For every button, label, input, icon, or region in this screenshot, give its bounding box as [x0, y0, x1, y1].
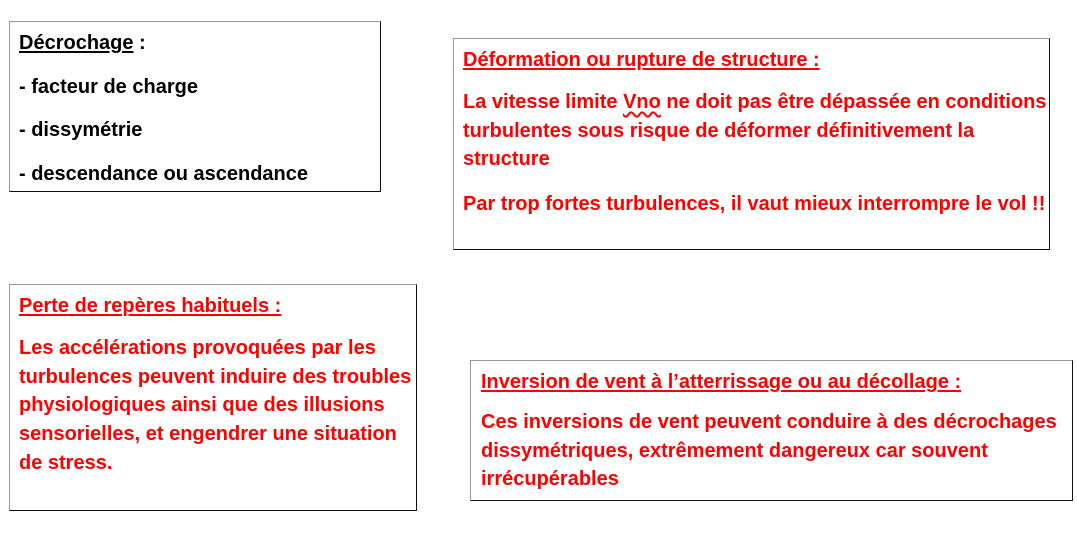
- inversion-title: Inversion de vent à l’atterrissage ou au décollage: [481, 371, 949, 393]
- decrochage-item-descent-ascent: - descendance ou ascendance: [19, 162, 309, 185]
- decrochage-item-load-factor: - facteur de charge: [19, 75, 198, 98]
- decrochage-item-asymmetry: - dissymétrie: [19, 119, 143, 141]
- deformation-para1-before: La vitesse limite: [463, 91, 624, 113]
- inversion-title-suffix: :: [948, 371, 962, 393]
- perte-reperes-box: [9, 284, 417, 511]
- perte-title-suffix: :: [269, 295, 282, 317]
- inversion-body: Ces inversions de vent peuvent conduire à des décrochages dissymétriques, extrêmement dangereux car souvent irrécupérables: [481, 411, 1057, 490]
- deformation-paragraph-1: [463, 88, 1049, 174]
- perte-body: Les accélérations provoquées par les turbulences peuvent induire des troubles physiologiques ainsi que des illusions sensorielles, et engendrer une situation de stress.: [19, 337, 412, 474]
- deformation-vno-term: Vno: [623, 91, 661, 113]
- decrochage-heading: [19, 31, 380, 55]
- deformation-box: [453, 38, 1050, 250]
- perte-title: Perte de repères habituels: [19, 295, 270, 317]
- deformation-para1-after: ne doit pas être dépassée en conditions turbulentes sous risque de déformer définitivement la structure: [463, 91, 1047, 170]
- inversion-vent-box: [470, 360, 1073, 501]
- deformation-heading: [463, 48, 1049, 72]
- perte-heading: [19, 294, 416, 318]
- deformation-title-suffix: :: [807, 49, 820, 71]
- inversion-heading: [481, 370, 1072, 394]
- deformation-paragraph-2: Par trop fortes turbulences, il vaut mieux interrompre le vol !!: [463, 192, 1046, 215]
- decrochage-title-suffix: :: [133, 32, 146, 54]
- decrochage-title: Décrochage: [19, 32, 134, 54]
- deformation-title: Déformation ou rupture de structure: [463, 49, 808, 71]
- decrochage-box: [9, 21, 381, 192]
